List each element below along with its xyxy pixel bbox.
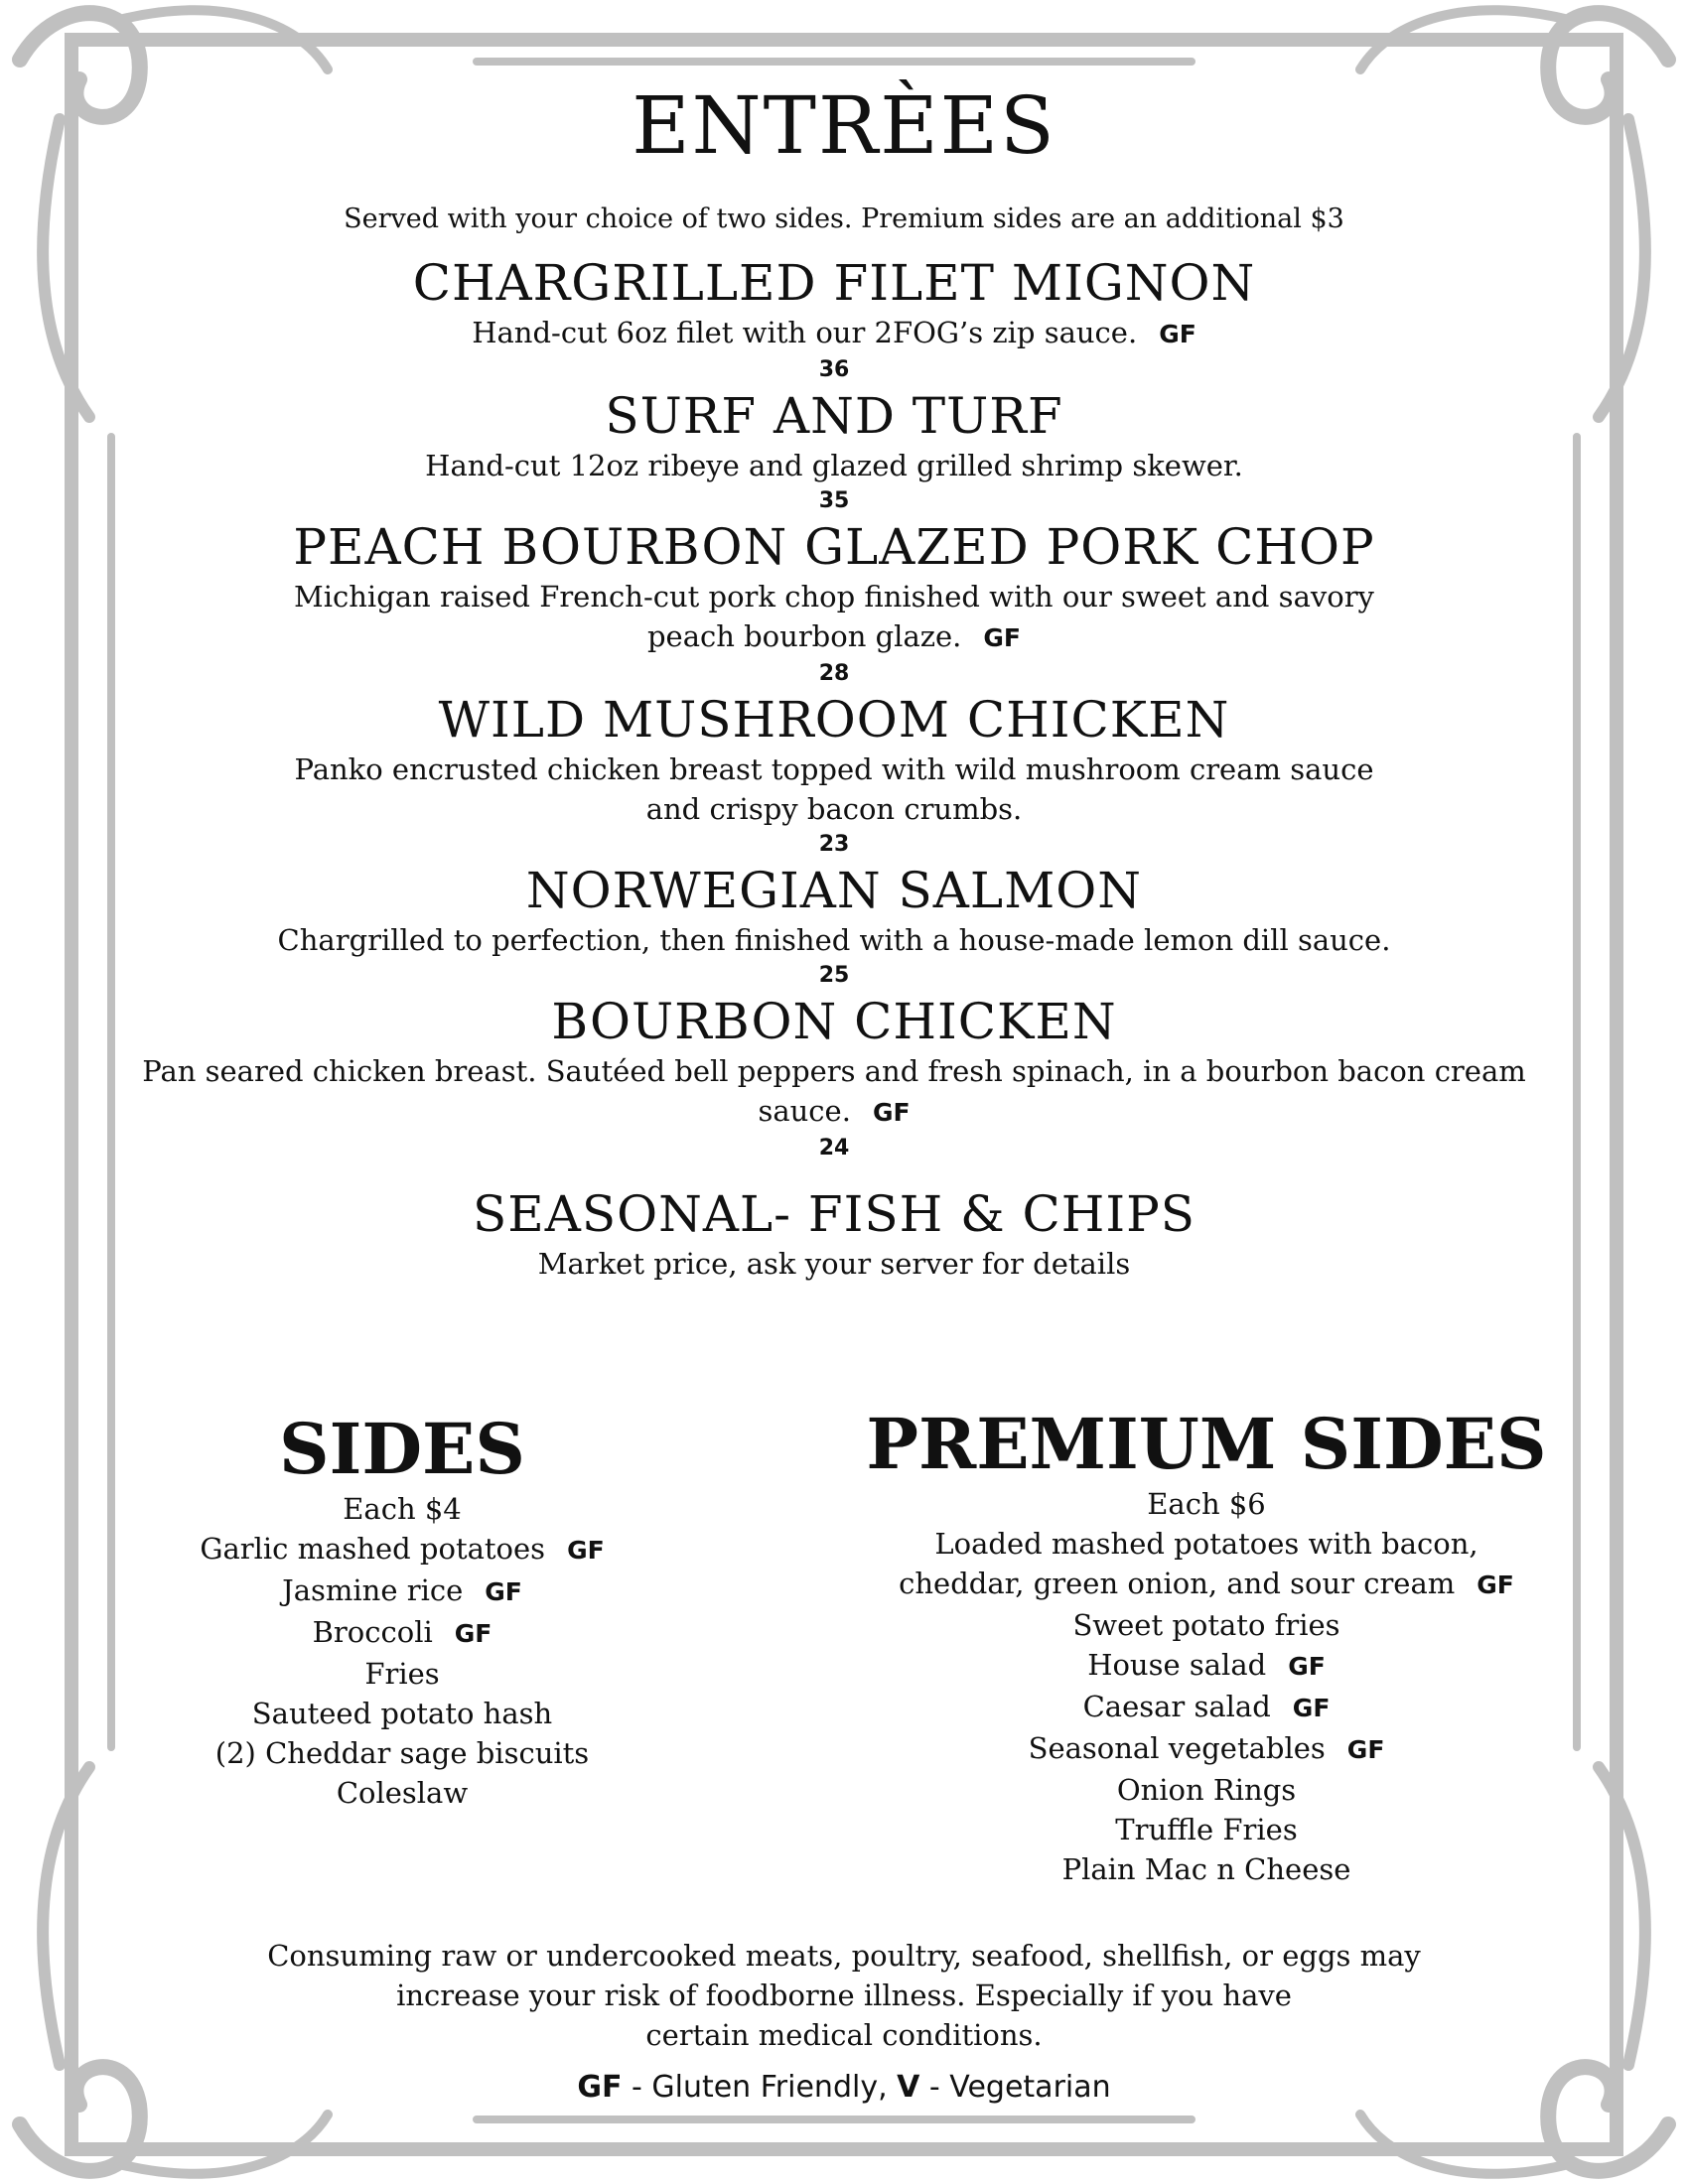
side-item-label: cheddar, green onion, and sour cream xyxy=(899,1567,1456,1600)
sides-section xyxy=(159,1410,645,1813)
entree-description xyxy=(119,616,1549,658)
entree-price: 23 xyxy=(818,832,850,857)
page-title: ENTRÈES xyxy=(632,79,1056,172)
entree-description-text: Panko encrusted chicken breast topped with wild mushroom cream sauce xyxy=(294,752,1374,786)
entree-item xyxy=(119,517,1549,690)
entrees-list xyxy=(119,253,1549,1284)
entree-name: PEACH BOURBON GLAZED PORK CHOP xyxy=(293,518,1375,576)
entree-item xyxy=(119,386,1549,517)
entree-item xyxy=(119,690,1549,861)
gf-tag: GF xyxy=(567,1536,605,1565)
entree-description xyxy=(119,1091,1549,1133)
entrees-subtitle: Served with your choice of two sides. Premium sides are an additional $3 xyxy=(344,204,1344,234)
entree-description-text: peach bourbon glaze. xyxy=(646,619,962,653)
side-item xyxy=(159,1654,645,1694)
entree-item xyxy=(119,861,1549,992)
side-item xyxy=(159,1733,645,1773)
legend-gf-abbr: GF xyxy=(577,2070,623,2105)
side-item xyxy=(159,1570,645,1612)
side-item-label: Sweet potato fries xyxy=(1072,1608,1340,1642)
entree-description-text: Market price, ask your server for details xyxy=(537,1247,1131,1281)
entree-description-text: sauce. xyxy=(758,1094,851,1128)
entree-description xyxy=(119,750,1549,789)
side-item-label: Jasmine rice xyxy=(282,1573,464,1607)
entree-description xyxy=(119,1244,1549,1284)
spacer xyxy=(119,1164,1549,1184)
gf-tag: GF xyxy=(1159,320,1196,348)
side-item-label: Plain Mac n Cheese xyxy=(1061,1852,1351,1886)
premium-sides-section xyxy=(864,1405,1549,1889)
entree-name: WILD MUSHROOM CHICKEN xyxy=(438,691,1230,749)
side-item-label: Truffle Fries xyxy=(1115,1813,1298,1846)
gf-tag: GF xyxy=(1477,1570,1514,1599)
entree-description-text: Pan seared chicken breast. Sautéed bell peppers and fresh spinach, in a bourbon bacon cream xyxy=(142,1054,1526,1088)
entree-description xyxy=(119,789,1549,829)
premium-sides-title: PREMIUM SIDES xyxy=(866,1403,1547,1485)
entree-name: BOURBON CHICKEN xyxy=(551,993,1117,1050)
entree-price: 36 xyxy=(818,357,850,382)
side-item-label: Sauteed potato hash xyxy=(251,1697,553,1730)
entree-description-text: Hand-cut 6oz filet with our 2FOG’s zip sauce. xyxy=(472,316,1138,349)
side-item xyxy=(864,1645,1549,1687)
food-safety-warning xyxy=(0,1936,1688,2055)
side-item xyxy=(159,1612,645,1654)
sides-price: Each $4 xyxy=(343,1492,462,1526)
warning-line: increase your risk of foodborne illness. Especially if you have xyxy=(396,1979,1292,2012)
entree-name: SEASONAL- FISH & CHIPS xyxy=(472,1185,1196,1243)
entree-description xyxy=(119,313,1549,354)
entree-description-text: and crispy bacon crumbs. xyxy=(645,792,1023,826)
side-item-label: Broccoli xyxy=(312,1615,433,1649)
side-item xyxy=(864,1605,1549,1645)
gf-tag: GF xyxy=(1346,1735,1385,1764)
gf-tag: GF xyxy=(983,623,1022,652)
gf-tag: GF xyxy=(454,1619,492,1648)
side-item xyxy=(864,1849,1549,1889)
entree-name: SURF AND TURF xyxy=(605,387,1063,445)
gf-tag: GF xyxy=(485,1577,522,1606)
entree-price: 24 xyxy=(818,1136,850,1160)
warning-line: Consuming raw or undercooked meats, poultry, seafood, shellfish, or eggs may xyxy=(267,1939,1421,1973)
side-item-label: Fries xyxy=(364,1657,440,1691)
entree-description xyxy=(119,446,1549,485)
side-item-label: Onion Rings xyxy=(1116,1773,1297,1807)
entree-item xyxy=(119,253,1549,386)
side-item xyxy=(159,1529,645,1570)
entree-price: 28 xyxy=(818,661,850,686)
warning-line: certain medical conditions. xyxy=(645,2018,1043,2052)
gf-tag: GF xyxy=(1292,1694,1331,1722)
sides-title: SIDES xyxy=(279,1408,525,1490)
side-item xyxy=(864,1564,1549,1605)
side-item-label: Seasonal vegetables xyxy=(1028,1731,1326,1765)
entree-price: 25 xyxy=(818,963,850,988)
entree-item xyxy=(119,1164,1549,1284)
entree-item xyxy=(119,992,1549,1164)
legend-gf-text: - Gluten Friendly, xyxy=(622,2070,898,2105)
side-item-label: Garlic mashed potatoes xyxy=(200,1532,546,1566)
side-item-label: Caesar salad xyxy=(1082,1690,1271,1723)
gf-tag: GF xyxy=(872,1098,911,1127)
entree-description-text: Chargrilled to perfection, then finished with a house-made lemon dill sauce. xyxy=(277,923,1391,957)
side-item xyxy=(159,1694,645,1733)
entree-description-text: Michigan raised French-cut pork chop finished with our sweet and savory xyxy=(294,580,1374,614)
gf-tag: GF xyxy=(1288,1652,1326,1681)
dietary-legend xyxy=(0,2070,1688,2105)
side-item-label: Coleslaw xyxy=(336,1776,469,1810)
entree-description-text: Hand-cut 12oz ribeye and glazed grilled shrimp skewer. xyxy=(425,449,1243,482)
entree-name: CHARGRILLED FILET MIGNON xyxy=(412,254,1256,312)
sides-list xyxy=(159,1529,645,1813)
entree-price: 35 xyxy=(818,488,850,513)
side-item xyxy=(159,1773,645,1813)
premium-sides-price: Each $6 xyxy=(1147,1487,1266,1521)
entree-description xyxy=(119,1051,1549,1091)
side-item-label: House salad xyxy=(1087,1648,1267,1682)
side-item-label: Loaded mashed potatoes with bacon, xyxy=(934,1527,1478,1561)
side-item xyxy=(864,1524,1549,1564)
entree-description xyxy=(119,577,1549,616)
legend-v-abbr: V xyxy=(897,2070,920,2105)
side-item xyxy=(864,1687,1549,1728)
side-item xyxy=(864,1770,1549,1810)
premium-sides-list xyxy=(864,1524,1549,1889)
side-item xyxy=(864,1810,1549,1849)
entree-name: NORWEGIAN SALMON xyxy=(525,862,1143,919)
legend-v-text: - Vegetarian xyxy=(919,2070,1111,2105)
side-item xyxy=(864,1728,1549,1770)
side-item-label: (2) Cheddar sage biscuits xyxy=(214,1736,590,1770)
entree-description xyxy=(119,920,1549,960)
